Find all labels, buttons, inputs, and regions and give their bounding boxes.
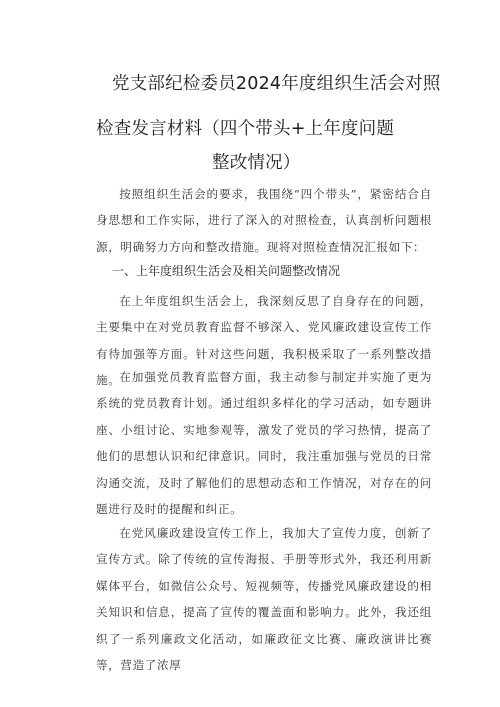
- body-paragraph-3: 在党风廉政建设宣传工作上，我加大了宣传力度，创新了宣传方式。除了传统的宣传海报、手册等形式外，我还利用新媒体平台，如微信公众号、短视频等，传播党风廉政建设的相关知识和信息，提高了宣传的覆盖面和影响力。此外，我还组织了一系列廉政文化活动，如廉政征文比赛、廉政演讲比赛等，营造了浓厚: [96, 526, 432, 673]
- document-title-line-3: 整改情况）: [212, 153, 301, 173]
- document-title-line-1: 党支部纪检委员2024年度组织生活会对照: [112, 74, 441, 94]
- body-paragraph-1: 在上年度组织生活会上，我深刻反思了自身存在的问题，主要集中在对党员教育监督不够深入、党风廉政建设宣传工作有待加强等方面。针对这些问题，我积极采取了一系列整改措施。: [96, 294, 432, 388]
- intro-paragraph: 按照组织生活会的要求，我围绕“四个带头”，紧密结合自身思想和工作实际，进行了深入的对照检查，认真剖析问题根源，明确努力方向和整改措施。现将对照检查情况汇报如下：: [96, 187, 432, 254]
- section-heading-1: 一、上年度组织生活会及相关问题整改情况: [112, 264, 341, 278]
- document-title-line-2: 检查发言材料（四个带头+上年度问题: [96, 119, 395, 139]
- body-paragraph-2: 在加强党员教育监督方面，我主动参与制定并实施了更为系统的党员教育计划。通过组织多样化的学习活动，如专题讲座、小组讨论、实地参观等，激发了党员的学习热情，提高了他们的思想认识和纪律意识。同时，我注重加强与党员的日常沟通交流，及时了解他们的思想动态和工作情况，对存在的问题进行及时的提醒和纠正。: [96, 370, 432, 517]
